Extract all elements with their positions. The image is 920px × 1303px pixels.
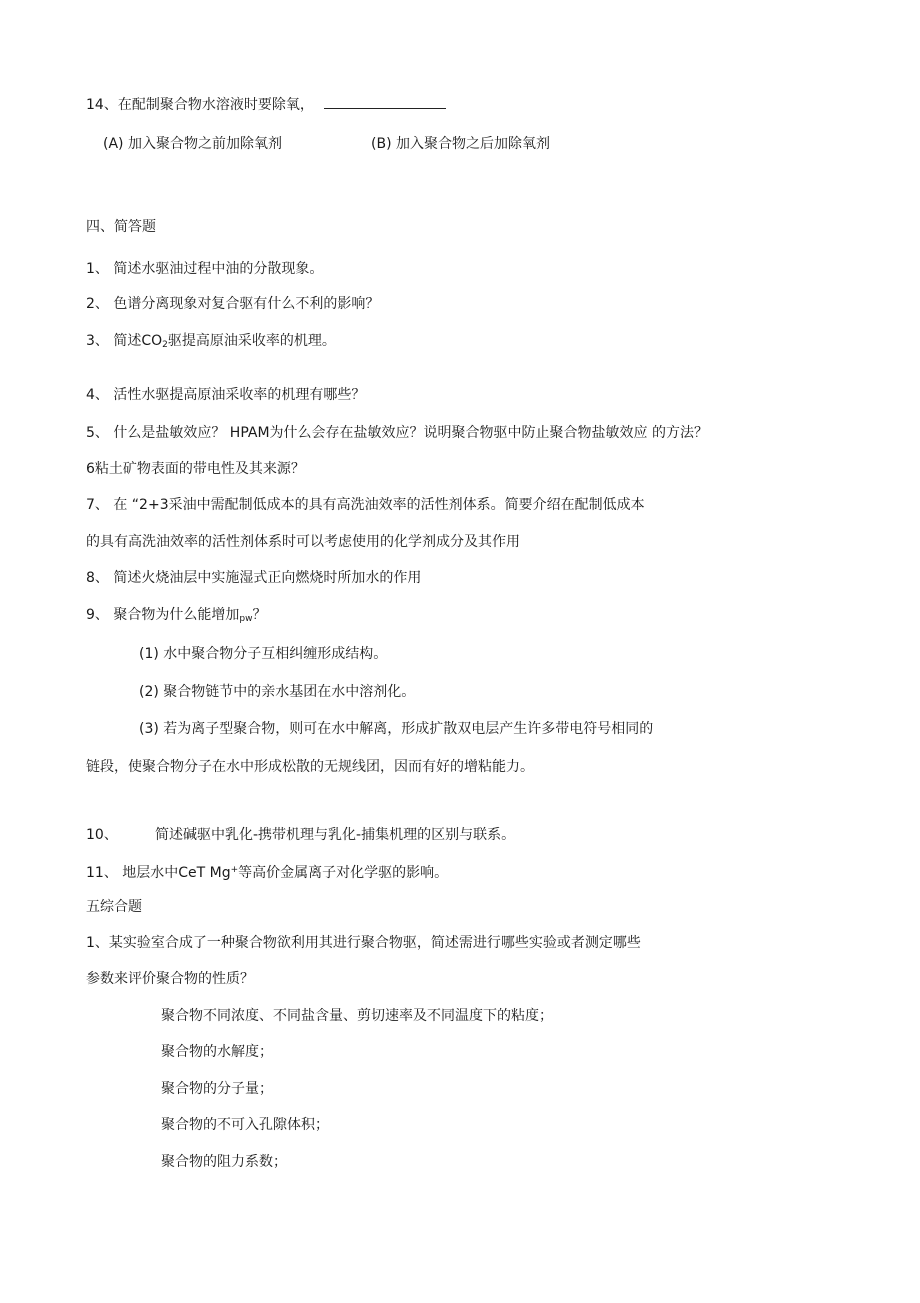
question-4-6: 6粘土矿物表面的带电性及其来源？	[86, 461, 305, 477]
answer-4-9-3-line1: (3) 若为离子型聚合物，则可在水中解离，形成扩散双电层产生许多带电符号相同的	[139, 721, 654, 737]
answer-item: 聚合物不同浓度、不同盐含量、剪切速率及不同温度下的粘度；	[161, 1008, 553, 1024]
question-14-stem: 14、在配制聚合物水溶液时要除氧，	[86, 97, 314, 113]
question-4-7-line2: 的具有高洗油效率的活性剂体系时可以考虑使用的化学剂成分及其作用	[86, 534, 520, 550]
question-4-7-line1: 7、 在 “2+3采油中需配制低成本的具有高洗油效率的活性剂体系。简要介绍在配制低成本	[86, 497, 645, 513]
question-4-8: 8、 简述火烧油层中实施湿式正向燃烧时所加水的作用	[86, 570, 422, 586]
answer-4-9-1: (1) 水中聚合物分子互相纠缠形成结构。	[139, 646, 388, 662]
answer-4-9-2: (2) 聚合物链节中的亲水基团在水中溶剂化。	[139, 684, 416, 700]
question-4-9: 9、 聚合物为什么能增加$_{pw}$？	[86, 607, 267, 624]
question-14	[86, 94, 446, 114]
option-a: (A) 加入聚合物之前加除氧剂	[103, 136, 282, 152]
question-4-10-number: 10、	[86, 827, 118, 843]
answer-item: 聚合物的分子量；	[161, 1081, 273, 1097]
option-b: (B) 加入聚合物之后加除氧剂	[371, 136, 550, 152]
question-4-2: 2、 色谱分离现象对复合驱有什么不利的影响？	[86, 296, 380, 312]
question-4-10: 简述碱驱中乳化-携带机理与乳化-捕集机理的区别与联系。	[155, 827, 516, 843]
question-5-1-line1: 1、某实验室合成了一种聚合物欲利用其进行聚合物驱，简述需进行哪些实验或者测定哪些	[86, 935, 641, 951]
answer-4-9-3-line2: 链段，使聚合物分子在水中形成松散的无规线团，因而有好的增粘能力。	[86, 759, 534, 775]
question-4-3: 3、 简述$CO_2$驱提高原油采收率的机理。	[86, 333, 336, 350]
answer-item: 聚合物的水解度；	[161, 1044, 273, 1060]
question-4-5: 5、 什么是盐敏效应？ HPAM为什么会存在盐敏效应？说明聚合物驱中防止聚合物盐敏效应 的方法？	[86, 425, 708, 441]
section-5-title: 五综合题	[86, 899, 142, 915]
question-4-4: 4、 活性水驱提高原油采收率的机理有哪些？	[86, 387, 366, 403]
question-4-11: 11、 地层水中CeT Mg+等高价金属离子对化学驱的影响。	[86, 865, 449, 881]
question-5-1-line2: 参数来评价聚合物的性质？	[86, 971, 254, 987]
section-4-title: 四、简答题	[86, 219, 156, 235]
answer-blank	[324, 94, 446, 109]
answer-item: 聚合物的不可入孔隙体积；	[161, 1117, 329, 1133]
question-4-1: 1、 简述水驱油过程中油的分散现象。	[86, 261, 324, 277]
answer-item: 聚合物的阻力系数；	[161, 1154, 287, 1170]
